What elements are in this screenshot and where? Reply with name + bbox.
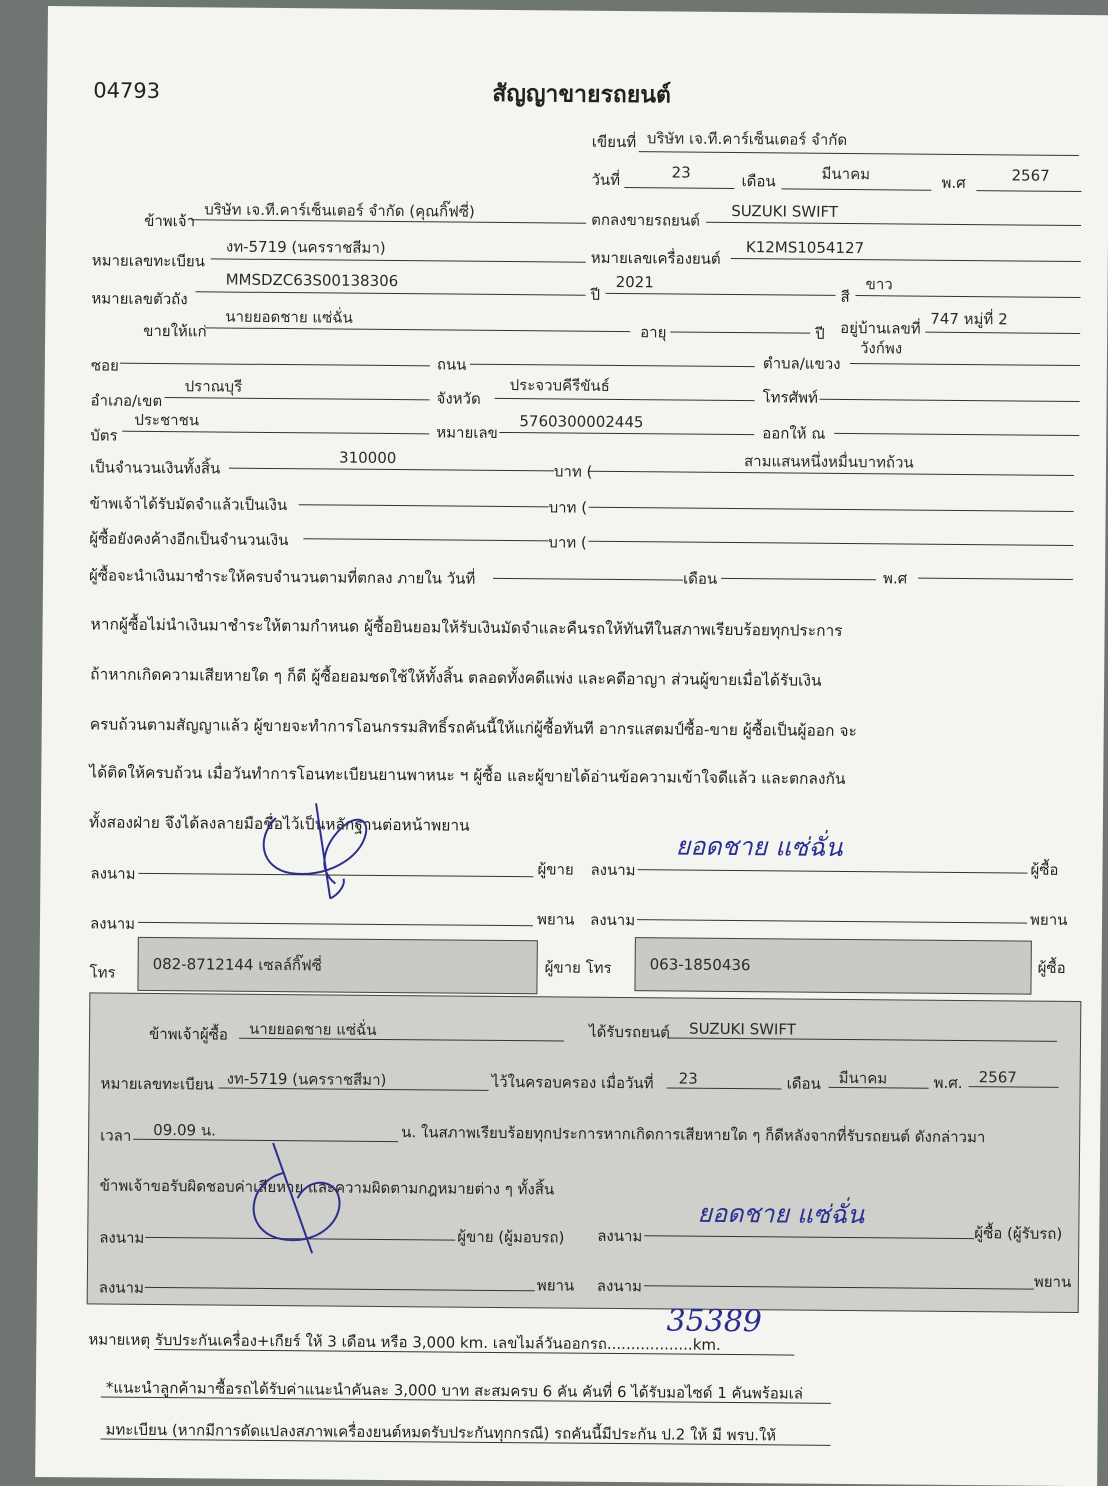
- label-in-possession: ไว้ในครอบครอง เมื่อวันที่: [491, 1072, 654, 1093]
- terms-line: หากผู้ซื้อไม่นำเงินมาชำระให้ตามกำหนด ผู้ซื้อยินยอมให้รับเงินมัดจำและคืนรถให้ทันทีในสภาพเรียบร้อยทุกประการ: [90, 615, 843, 640]
- label-sign: ลงนาม: [90, 864, 136, 883]
- label-chassis: หมายเลขตัวถัง: [91, 289, 188, 309]
- value-year: 2021: [615, 272, 654, 292]
- label-phone: โทรศัพท์: [762, 388, 819, 407]
- line: [196, 291, 586, 295]
- value-written-at: บริษัท เจ.ที.คาร์เซ็นเตอร์ จำกัด: [646, 129, 848, 149]
- label-sold-to: ขายให้แก่: [143, 321, 207, 341]
- value-district: ปราณบุรี: [184, 377, 243, 396]
- label-sign: ลงนาม: [597, 1226, 643, 1246]
- value-total: 310000: [338, 448, 397, 468]
- line: [229, 468, 554, 472]
- label-seller-handover: ผู้ขาย (ผู้มอบรถ): [457, 1227, 565, 1247]
- line: [588, 541, 1073, 546]
- line: [781, 188, 931, 190]
- value-receipt-year: 2567: [978, 1068, 1017, 1087]
- receipt-seller-signature: [222, 1138, 363, 1259]
- line: [918, 578, 1073, 580]
- label-witness: พยาน: [536, 1276, 575, 1295]
- terms-line: ทั้งสองฝ่าย จึงได้ลงลายมือชื่อไว้เป็นหลักฐานต่อหน้าพยาน: [88, 813, 470, 835]
- line: [855, 295, 1080, 298]
- label-engine-no: หมายเลขเครื่องยนต์: [590, 248, 721, 268]
- line: [122, 431, 429, 435]
- terms-line: ถ้าหากเกิดความเสียหายใด ๆ ก็ดี ผู้ซื้อยอมชดใช้ให้ทั้งสิ้น ตลอดทั้งคดีแพ่ง และคดีอาญา ส่วนผู้ขายเมื่อได้รับเงิน: [90, 665, 822, 690]
- label-witness: พยาน: [1029, 910, 1068, 929]
- seller-phone-box: [137, 937, 537, 994]
- label-month: เดือน: [741, 172, 776, 191]
- label-issued-at: ออกให้ ณ: [762, 424, 826, 443]
- label-be: พ.ศ: [882, 569, 908, 588]
- line: [820, 399, 1080, 402]
- label-sign: ลงนาม: [590, 860, 636, 880]
- line: [637, 869, 1027, 873]
- label-registration: หมายเลขทะเบียน: [100, 1074, 214, 1094]
- label-sign: ลงนาม: [99, 1228, 145, 1247]
- line: [303, 538, 548, 541]
- value-time: 09.09 น.: [153, 1120, 217, 1140]
- label-total: เป็นจำนวนเงินทั้งสิ้น: [89, 458, 221, 478]
- remark-line: มทะเบียน (หากมีการดัดแปลงสภาพเครื่องยนต์หมดรับประกันทุกกรณี) รถคันนี้มีประกัน ป.2 ให้ มี พรบ.ให้: [105, 1420, 777, 1445]
- receipt-buyer-signature-text: ยอดชาย แซ่ฉั่น: [697, 1198, 865, 1230]
- value-car-model: SUZUKI SWIFT: [731, 201, 839, 221]
- remark-line: หมายเหตุ รับประกันเครื่อง+เกียร์ ให้ 3 เดือน หรือ 3,000 km. เลขไมล์วันออกรถ..................km.: [88, 1330, 721, 1354]
- value-buyer-phone: 063-1850436: [649, 955, 751, 975]
- value-seller: บริษัท เจ.ที.คาร์เซ็นเตอร์ จำกัด (คุณกิ๊ฟซี่): [204, 200, 475, 221]
- value-day: 23: [671, 163, 691, 182]
- label-baht: บาท (: [553, 462, 593, 481]
- label-card: บัตร: [90, 426, 118, 445]
- line: [120, 363, 430, 367]
- line: [976, 190, 1081, 192]
- label-day: วันที่: [591, 170, 621, 189]
- value-card-type: ประชาชน: [134, 410, 200, 430]
- label-registration: หมายเลขทะเบียน: [91, 251, 206, 271]
- label-be-year-2: พ.ศ.: [933, 1073, 963, 1093]
- terms-line: ได้ติดให้ครบถ้วน เมื่อวันทำการโอนทะเบียนยานพาหนะ ฯ ผู้ซื้อ และผู้ขายได้อ่านข้อความเข้าใจดีแล้ว และตกลงกัน: [89, 763, 846, 788]
- line: [639, 151, 1079, 156]
- label-sign: ลงนาม: [596, 1276, 643, 1296]
- label-year: ปี: [590, 285, 601, 304]
- label-color: สี: [840, 287, 850, 307]
- value-buyer: นายยอดชาย แซ่ฉั่น: [225, 307, 353, 327]
- label-buyer-role: ผู้ซื้อ: [1037, 958, 1066, 977]
- line: [589, 507, 1074, 512]
- value-total-words: สามแสนหนึ่งหมื่นบาทถ้วน: [743, 452, 914, 472]
- label-soi: ซอย: [90, 356, 119, 375]
- label-receiver: ข้าพเจ้าผู้ซื้อ: [148, 1024, 228, 1044]
- terms-line: ครบถ้วนตามสัญญาแล้ว ผู้ขายจะทำการโอนกรรมสิทธิ์รถคันนี้ให้แก่ผู้ซื้อทันที อากรแสตมป์ซื้อ-ขาย ผู้ซื้อเป็นผู้ออก จะ: [89, 715, 857, 741]
- label-time: เวลา: [100, 1126, 132, 1145]
- line: [721, 578, 876, 580]
- line: [731, 258, 1081, 262]
- line: [670, 331, 810, 333]
- value-color: ขาว: [865, 275, 893, 294]
- label-month: เดือน: [682, 569, 718, 588]
- line: [637, 919, 1027, 923]
- label-number: หมายเลข: [436, 423, 498, 442]
- label-sign: ลงนาม: [98, 1278, 144, 1297]
- value-receiver: นายยอดชาย แซ่ฉั่น: [249, 1019, 377, 1039]
- label-received-car: ได้รับรถยนต์: [588, 1022, 670, 1042]
- label-buyer-role: ผู้ซื้อ: [1030, 860, 1059, 879]
- label-house-no: อยู่บ้านเลขที่: [840, 318, 921, 338]
- label-province: จังหวัด: [436, 389, 481, 408]
- label-baht: บาท (: [548, 498, 588, 517]
- receipt-condition-line: น. ในสภาพเรียบร้อยทุกประการหากเกิดการเสียหายใด ๆ ก็ดีหลังจากที่รับรถยนต์ ดังกล่าวมา: [401, 1123, 986, 1147]
- document-title: สัญญาขายรถยนต์: [492, 80, 672, 109]
- line: [624, 187, 734, 189]
- label-remaining: ผู้ซื้อยังคงค้างอีกเป็นจำนวนเงิน: [89, 529, 289, 550]
- value-received-car: SUZUKI SWIFT: [689, 1019, 797, 1039]
- value-receipt-registration: งท-5719 (นครราชสีมา): [226, 1069, 387, 1089]
- label-seller-role: ผู้ขาย: [537, 860, 574, 879]
- line: [299, 504, 549, 507]
- line: [834, 433, 1079, 436]
- remark-line: *แนะนำลูกค้ามาซื้อรถได้รับค่าแนะนำคันละ 3,000 บาท สะสมครบ 6 คัน คันที่ 6 ได้รับมอไซด์ 1 คันพร้อมเล่: [105, 1378, 804, 1403]
- label-witness: พยาน: [1033, 1272, 1072, 1291]
- value-id-number: 5760300002445: [519, 412, 644, 432]
- value-receipt-day: 23: [678, 1069, 698, 1088]
- value-month: มีนาคม: [821, 164, 871, 184]
- label-pay-by: ผู้ซื้อจะนำเงินมาชำระให้ครบจำนวนตามที่ตกลง ภายใน วันที่: [88, 566, 476, 588]
- document-number: 04793: [93, 78, 161, 103]
- label-years-old: ปี: [815, 324, 825, 343]
- value-chassis: MMSDZC63S00138306: [225, 270, 399, 291]
- label-age: อายุ: [640, 323, 667, 342]
- label-written-at: เขียนที่: [591, 132, 637, 152]
- label-month: เดือน: [786, 1074, 821, 1093]
- line: [850, 363, 1080, 366]
- value-province: ประจวบคีรีขันธ์: [509, 376, 610, 395]
- line: [138, 922, 533, 926]
- label-tel: โทร: [89, 963, 116, 982]
- value-subdistrict: วังก์พง: [859, 339, 903, 358]
- line: [470, 364, 755, 367]
- line: [205, 327, 630, 332]
- value-registration: งท-5719 (นครราชสีมา): [225, 237, 386, 257]
- line: [165, 397, 430, 400]
- label-seller: ข้าพเจ้า: [144, 211, 196, 231]
- label-baht: บาท (: [548, 533, 587, 552]
- label-deposit: ข้าพเจ้าได้รับมัดจำแล้วเป็นเงิน: [89, 494, 288, 515]
- mileage-handwritten: 35389: [666, 1303, 763, 1340]
- buyer-phone-box: [634, 937, 1031, 994]
- line: [493, 578, 683, 581]
- label-subdistrict: ตำบล/แขวง: [762, 354, 841, 373]
- line: [925, 332, 1080, 334]
- line: [495, 398, 755, 401]
- value-house-no: 747 หมู่ที่ 2: [930, 309, 1008, 329]
- receipt-condition-line: ข้าพเจ้าขอรับผิดชอบค่าเสียหาย และความผิดตามกฎหมายต่าง ๆ ทั้งสิ้น: [99, 1176, 555, 1199]
- label-buyer-receiver: ผู้ซื้อ (ผู้รับรถ): [974, 1224, 1063, 1243]
- label-sign: ลงนาม: [589, 910, 636, 930]
- line: [706, 222, 1081, 226]
- line: [606, 293, 836, 296]
- buyer-signature-text: ยอดชาย แซ่ฉั่น: [675, 831, 843, 862]
- label-district: อำเภอ/เขต: [90, 391, 163, 411]
- value-engine-no: K12MS1054127: [745, 238, 865, 258]
- label-agree-sell: ตกลงขายรถยนต์: [591, 210, 700, 230]
- label-be-year: พ.ศ: [941, 173, 966, 193]
- line: [589, 471, 1074, 476]
- contract-paper: [35, 6, 1108, 1486]
- value-receipt-month: มีนาคม: [838, 1068, 888, 1088]
- line: [211, 258, 586, 262]
- label-road: ถนน: [436, 355, 467, 374]
- value-be-year: 2567: [1011, 166, 1050, 185]
- seller-signature: [245, 798, 386, 909]
- value-seller-phone: 082-8712144 เซลล์กิ๊ฟซี่: [152, 954, 322, 975]
- label-sign: ลงนาม: [89, 914, 136, 933]
- label-seller-tel: ผู้ขาย โทร: [544, 958, 612, 977]
- line: [499, 432, 754, 435]
- label-witness: พยาน: [536, 910, 575, 929]
